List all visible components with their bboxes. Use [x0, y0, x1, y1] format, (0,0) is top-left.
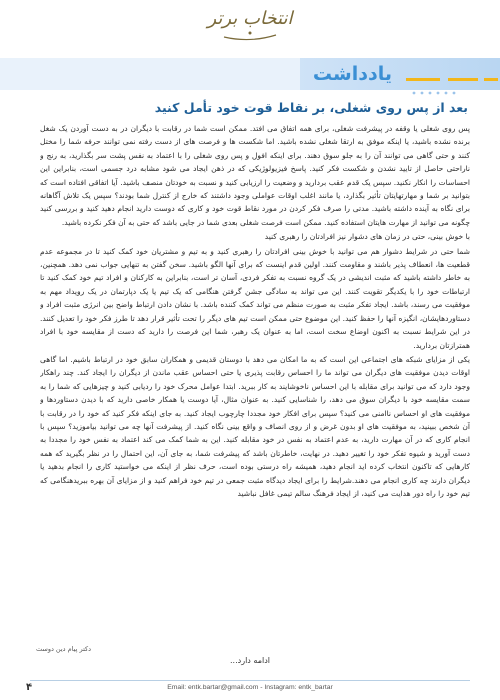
author-signature: دکتر پیام دین دوست — [36, 645, 92, 653]
accent-dash — [406, 78, 440, 81]
continued-note: ادامه دارد... — [230, 656, 270, 665]
article-body — [40, 122, 470, 642]
accent-dash — [484, 78, 498, 81]
article-title: بعد از پس روی شغلی، بر نقاط قوت خود تأمل کنید — [154, 100, 468, 115]
decorative-dots-icon — [410, 90, 460, 96]
magazine-logo — [0, 8, 500, 48]
article-paragraph: شما حتی در شرایط دشوار هم می توانید با خوش بینی افرادتان را رهبری کنید و به تیم و مشتریان خود کمک کنید تا در مجموعه عدم قطعیت ها، انعطاف پذیر باشند و مقاومت کنند. اولین قدم اینست که برای آنها الگو باشید. سخن گفتن به تنهایی جواب نمی دهد. همچنین، به خاطر داشته باشید که مثبت اندیشی در یک گروه نسبت به تفکر فردی، آسان تر است، بنابراین به کارکنان و افراد تیم خود کمک کنید تا ارتباطات خود را با یکدیگر تقویت کنند. این می تواند به سادگی جشن گرفتن هنگامی که یک تیم یا یک دپارتمان در یک رویداد مهم به موفقیت می رسند، باشد. ایجاد تفکر مثبت به صورت منظم می تواند کمک کننده باشد. با نشان دادن ارتباط واضح بین انرژی مثبت افراد و دستاوردهایشان، انگیزه آنها را حفظ کنید. این موضوع حتی ممکن است تیم های دیگر را تحت تأثیر قرار دهد تا طرز فکر خود را تعدیل کنند. در این شرایط نسبت به اکنون اوضاع سخت است، اما به عنوان یک رهبر، شما این فرصت را دارید که دست از مقایسه خود با افراد همترازتان بردارید. — [40, 246, 470, 350]
page-number: ۴ — [26, 682, 33, 693]
footer-divider — [30, 680, 470, 681]
article-paragraph: یکی از مزایای شبکه های اجتماعی این است که به ما امکان می دهد با دوستان قدیمی و همکاران سابق خود در ارتباط باشیم. اما گاهی اوقات دیدن موفقیت های دیگران می تواند ما را احساس رقابت پذیری یا حتی احساس عقب ماندن از دیگران را ایجاد کند. چند راهکار وجود دارد که می توانید برای مقابله با این احساس ناخوشایند به کار ببرید. ابتدا عوامل محرک خود را ردیابی کنید و چیزهایی که شما را به سمت مقایسه خود با دیگران سوق می دهد، را شناسایی کنید. به عنوان مثال، آیا دوست یا همکار خاصی دارید که با دیدن دستاوردها و موفقیت های او احساس ناامنی می کنید؟ سپس برای افکار خود مجددا چارچوب ایجاد کنید. به جای اینکه فکر کنید که خود را در رقابت با آن شخص ببینید، به موفقیت های او بدون غرض و از روی انصاف و واقع بینی نگاه کنید. از پیشرفت آنها چه می توانید بیاموزید؟ سپس با انجام کاری که در آن مهارت دارید، به عدم اعتماد به نفس در خود مقابله کنید. این به شما کمک می کند اعتماد به نفس خود را مجددا به دست آورید و شیوه تفکر خود را تغییر دهید. در نهایت، خاطرتان باشد که پیشرفت شما، به جای آن، این احتمال را در نظر بگیرید که همه کارهایی که تاکنون انتخاب کرده اید انجام دهید، همیشه راه درستی بوده است، حرف نظر از اینکه می خواستید کاری را انجام بدهید یا دیگران دارند چه کاری انجام می دهند.شرایط را برای ایجاد دیدگاه مثبت جمعی در تیم خود فراهم کنید و از مزایای آن بهره ببریدهنگامی که تیم خود را راه دور هدایت می کنید، از ایجاد فرهنگ سالم تیمی غافل نباشید — [40, 354, 470, 498]
article-paragraph: پس روی شغلی یا وقفه در پیشرفت شغلی، برای همه اتفاق می افتد. ممکن است شما در رقابت با دیگران در به دست آوردن یک شغل برنده نشده باشید، یا اینکه موفق به ارتقا شغلی نشده باشید. اما شکست ها و فرصت های از دست رفته نمی توانند حرفه شما را مختل کنند و حتی گاهی می توانند آن را به جلو سوق دهند. برای اینکه افول و پس روی شغلی را با اعتماد به نفس پشت سر بگذارید، به رنج و ناراحتی حاصل از تایید نشدن و شکست فکر کنید. پاسخ فیزیولوژیکی که در ذهن ایجاد می شود مشابه درد جسمی است، بنابراین این احساسات را انکار نکنید. سپس یک قدم عقب بردارید و وضعیت را ارزیابی کنید و نسبت به خودتان منصف باشید. آیا اتفاقی افتاده است که بتوانید بر شما و مهارتهایتان تأثیر بگذارد، یا مانند اغلب اوقات عواملی وجود داشتند که خارج از کنترل شما بودند؟ سپس یک تلاش آگاهانه برای نگاه به آینده داشته باشید. مدتی را صرف فکر کردن در مورد نقاط قوت خود و کاری که دوست دارید انجام دهید کنید و بررسی کنید چگونه می توانید از مهارت هایتان استفاده کنید. ممکن است فرصت شغلی بعدی شما در جایی باشد که حتی به آن فکر نکرده باشید. — [40, 124, 470, 227]
footer-contact: Email: entk.bartar@gmail.com - Instagram: entk_bartar — [167, 684, 333, 691]
article-paragraph: با خوش بینی، حتی در زمان های دشوار نیز افرادتان را رهبری کنید — [264, 232, 470, 242]
section-title: یادداشت — [312, 63, 392, 85]
accent-dash — [448, 78, 478, 81]
logo-swash-icon — [220, 29, 280, 43]
logo-text: انتخاب برتر — [207, 8, 293, 29]
